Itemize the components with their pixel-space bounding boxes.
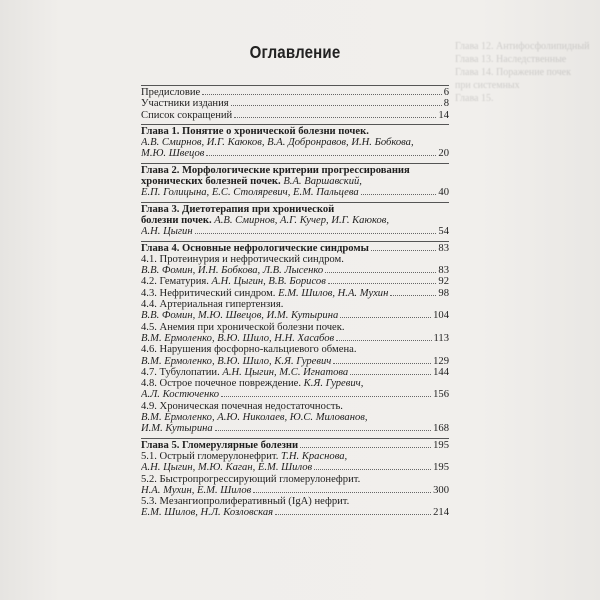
ghost-line: Глава 13. Наследственные — [455, 54, 567, 65]
toc-entry[interactable] — [141, 288, 449, 299]
toc-entry: Е.М. Шилов, Н.Л. Козловская 214 — [141, 507, 449, 519]
bleed-through-text — [455, 40, 595, 560]
ghost-line: Глава 14. Поражение почек — [455, 67, 571, 78]
section-title[interactable]: 4.4. Артериальная гипертензия. — [141, 299, 284, 311]
section-title: 4.3. Нефритический синдром. — [141, 287, 276, 299]
page-number: 54 — [438, 226, 449, 238]
toc-entry: М.Ю. Швецов 20 — [141, 148, 449, 160]
chapter-authors: А.В. Смирнов, А.Г. Кучер, И.Г. Каюков, — [211, 214, 390, 226]
chapter-heading: Глава 4. Основные нефрологические синдромы — [141, 242, 369, 254]
page-number: 104 — [433, 310, 449, 322]
chapter-heading: болезни почек. — [141, 214, 212, 226]
toc-entry[interactable]: Участники издания 8 — [141, 98, 449, 110]
page-number: 98 — [438, 287, 449, 299]
section-title: 4.2. Гематурия. — [141, 276, 209, 288]
toc-entry: А.Н. Цыгин 54 — [141, 226, 449, 238]
section-title: 4.8. Острое почечное повреждение. — [141, 378, 302, 390]
section-title[interactable]: 4.1. Протеинурия и нефротический синдром. — [141, 253, 344, 265]
section-authors: Т.Н. Краснова, — [278, 450, 348, 462]
chapter-1[interactable] — [141, 124, 449, 160]
ghost-line: Глава 15. — [455, 93, 494, 104]
page-number: 214 — [433, 507, 449, 519]
chapter-authors: А.В. Смирнов, И.Г. Каюков, В.А. Добронравов, И.Н. Бобкова, — [141, 137, 414, 149]
page-number: 195 — [433, 462, 449, 474]
chapter-heading-row — [141, 243, 449, 254]
page-number: 20 — [438, 148, 449, 160]
section-authors: К.Я. Гуревич, — [301, 378, 364, 390]
chapter-4[interactable] — [141, 241, 449, 435]
page-number: 195 — [433, 439, 449, 451]
toc-entry: А.Н. Цыгин, М.Ю. Каган, Е.М. Шилов 195 — [141, 462, 449, 474]
chapter-heading: Глава 1. Понятие о хронической болезни почек. — [141, 125, 369, 137]
section-title: 5.1. Острый гломерулонефрит. — [141, 450, 279, 462]
section-authors: В.М. Ермоленко, А.Ю. Николаев, Ю.С. Милованов, — [141, 412, 368, 424]
toc-entry[interactable] — [141, 276, 449, 287]
section-title[interactable]: 4.6. Нарушения фосфорно-кальциевого обмена. — [141, 344, 357, 356]
page-number: 40 — [438, 187, 449, 199]
chapter-heading: хронических болезней почек. — [141, 176, 281, 188]
table-of-contents — [141, 40, 449, 519]
toc-entry[interactable] — [141, 367, 449, 378]
section-title[interactable]: 4.9. Хроническая почечная недостаточность. — [141, 400, 343, 412]
chapter-heading: Глава 5. Гломерулярные болезни — [141, 439, 299, 451]
toc-entry: В.М. Ермоленко, В.Ю. Шило, Н.Н. Хасабов 113 — [141, 332, 449, 344]
page-number: 129 — [433, 355, 449, 367]
chapter-5[interactable] — [141, 438, 449, 519]
section-title[interactable]: 5.2. Быстропрогрессирующий гломерулонефрит. — [141, 473, 361, 485]
page-number: 83 — [438, 242, 449, 254]
page-number: 144 — [433, 366, 449, 378]
chapter-heading: Глава 3. Диетотерапия при хронической — [141, 203, 335, 215]
page-number: 83 — [438, 265, 449, 277]
toc-entry: Е.П. Голицына, Е.С. Столяревич, Е.М. Пальцева 40 — [141, 187, 449, 199]
toc-entry: Н.А. Мухин, Е.М. Шилов 300 — [141, 484, 449, 496]
section-authors: А.Н. Цыгин, М.С. Игнатова — [219, 366, 349, 378]
chapter-3[interactable] — [141, 202, 449, 238]
front-matter-block — [141, 85, 449, 121]
page-number: 168 — [433, 423, 449, 435]
page-number: 8 — [443, 98, 449, 110]
page-number: 6 — [443, 87, 449, 98]
section-title[interactable]: 4.5. Анемия при хронической болезни почек. — [141, 321, 345, 333]
toc-entry: В.М. Ермоленко, В.Ю. Шило, К.Я. Гуревич 129 — [141, 355, 449, 367]
section-title: 4.7. Тубулопатии. — [141, 366, 220, 378]
toc-entry: В.В. Фомин, И.Н. Бобкова, Л.В. Лысенко 83 — [141, 265, 449, 277]
chapter-authors: В.А. Варшавский, — [280, 176, 362, 188]
section-title[interactable]: 5.3. Мезангиопролиферативный (IgA) нефрит. — [141, 496, 350, 508]
page-number: 113 — [433, 332, 449, 344]
toc-entry: А.Л. Костюченко 156 — [141, 389, 449, 401]
chapter-heading-row — [141, 440, 449, 451]
section-authors: Е.М. Шилов, Н.А. Мухин — [275, 287, 389, 299]
ghost-line: при системных — [455, 80, 520, 91]
toc-entry: И.М. Кутырина 168 — [141, 423, 449, 435]
page-number: 156 — [433, 389, 449, 401]
page-number: 300 — [433, 484, 449, 496]
chapter-2[interactable] — [141, 163, 449, 199]
section-authors: А.Н. Цыгин, В.В. Борисов — [208, 276, 326, 288]
toc-entry[interactable]: Список сокращений 14 — [141, 109, 449, 121]
page-number: 14 — [438, 109, 449, 121]
page-title: Оглавление — [249, 42, 341, 62]
page-number: 92 — [438, 276, 449, 288]
ghost-line: Глава 12. Антифосфолипидный — [455, 41, 590, 52]
chapter-heading: Глава 2. Морфологические критерии прогрессирования — [141, 164, 410, 176]
toc-entry[interactable]: Предисловие 6 — [141, 87, 449, 98]
toc-entry: В.В. Фомин, М.Ю. Швецов, И.М. Кутырина 104 — [141, 310, 449, 322]
